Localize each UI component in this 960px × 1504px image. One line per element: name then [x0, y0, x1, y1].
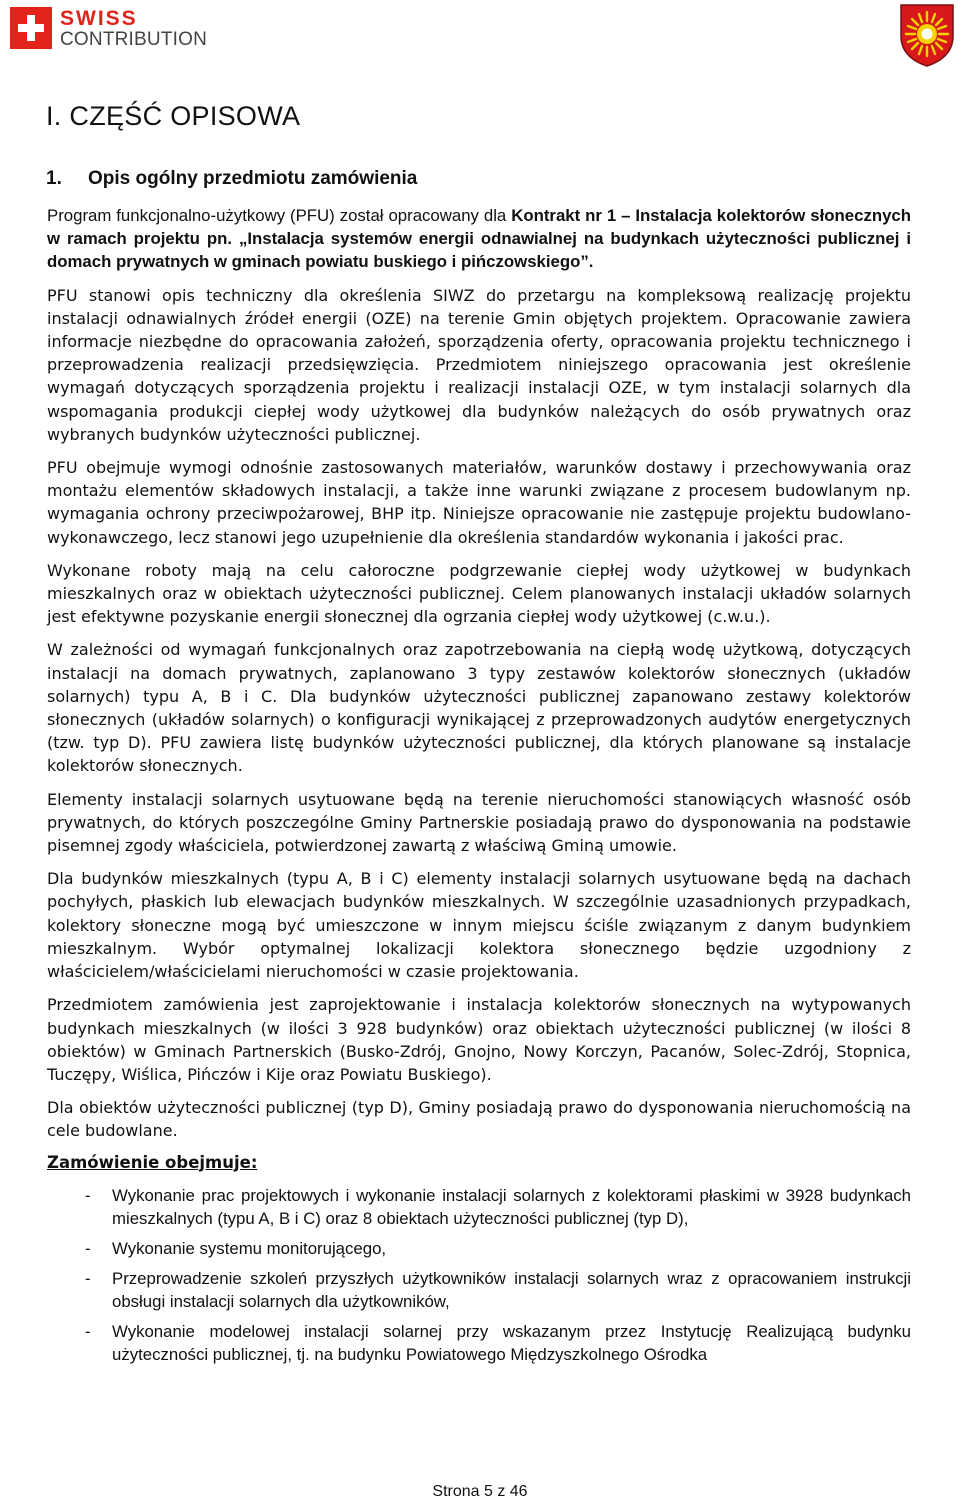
list-item-text: Wykonanie systemu monitorującego,: [112, 1238, 387, 1258]
scope-heading: Zamówienie obejmuje:: [47, 1152, 258, 1172]
list-item: [47, 1237, 911, 1260]
list-item: [47, 1184, 911, 1230]
section-title: I. CZĘŚĆ OPISOWA: [46, 101, 301, 131]
paragraph: Dla budynków mieszkalnych (typu A, B i C) elementy instalacji solarnych usytuowane będą na dachach pochyłych, płaskich lub elewacjach budynków mieszkalnych. W szczególnie uzasadnionych przypadkach, kolektory słoneczne mogą być umieszczone w innym miejscu ściśle związanym z danym budynkiem mieszkalnym. Wybór optymalnej lokalizacji kolektora słonecznego będzie uzgodniony z właścicielem/właścicielami nieruchomości w czasie projektowania.: [47, 869, 911, 982]
logo-contribution-text: CONTRIBUTION: [60, 29, 208, 50]
intro-text: Program funkcjonalno-użytkowy (PFU) został opracowany dla: [47, 206, 512, 225]
paragraph: Przedmiotem zamówienia jest zaprojektowanie i instalacja kolektorów słonecznych na wytypowanych budynkach mieszkalnych (w ilości 3 928 budynków) oraz obiektach użyteczności publicznej (w ilości 8 obiektów) w Gminach Partnerskich (Busko-Zdrój, Gnojno, Nowy Korczyn, Pacanów, Solec-Zdrój, Stopnica, Tuczępy, Wiślica, Pińczów i Kije oraz Powiatu Buskiego).: [47, 995, 911, 1084]
logo-swiss-text: SWISS: [60, 7, 138, 30]
page-number: Strona 5 z 46: [432, 1483, 528, 1500]
intro-contract-title: Kontrakt nr 1 – Instalacja kolektorów słonecznych w ramach projektu pn. „Instalacja systemów energii odnawialnej na budynkach użyteczności publicznej i domach prywatnych w gminach powiatu buskiego i pińczowskiego”.: [47, 206, 911, 272]
subsection-number: 1.: [46, 168, 62, 189]
swiss-contribution-logo: [10, 7, 207, 49]
list-marker: -: [85, 1268, 91, 1288]
paragraph: Elementy instalacji solarnych usytuowane będą na terenie nieruchomości stanowiących własność osób prywatnych, do których poszczególne Gminy Partnerskie posiadają prawo do dysponowania na podstawie pisemnej zgody właściciela, potwierdzonej zawartą z właściwą Gminą umowie.: [47, 789, 911, 856]
paragraph: Wykonane roboty mają na celu całoroczne podgrzewanie ciepłej wody użytkowej w budynkach mieszkalnych oraz w obiektach użyteczności publicznej. Celem planowanych instalacji układów solarnych jest efektywne pozyskanie energii słonecznej dla ogrzania ciepłej wody użytkowej (c.w.u.).: [47, 560, 911, 627]
list-item: [47, 1267, 911, 1313]
list-marker: -: [85, 1321, 91, 1341]
coat-of-arms-icon: [898, 2, 956, 68]
paragraph: W zależności od wymagań funkcjonalnych oraz zapotrzebowania na ciepłą wodę użytkową, dotyczących instalacji na domach prywatnych, zaplanowano 3 typy zestawów kolektorów słonecznych (układów solarnych) typu A, B i C. Dla budynków użyteczności publicznej zapanowano zestawy kolektorów słonecznych (układów solarnych) o konfiguracji wynikającej z przeprowadzonych audytów energetycznych (tzw. typ D). PFU zawiera listę budynków użyteczności publicznej, dla których planowane są instalacje kolektorów słonecznych.: [47, 640, 911, 776]
list-item-text: Wykonanie modelowej instalacji solarnej przy wskazanym przez Instytucję Realizującą budynku użyteczności publicznej, tj. na budynku Powiatowego Międzyszkolnego Ośrodka: [112, 1321, 911, 1364]
swiss-cross-icon: [10, 7, 52, 49]
paragraph: PFU obejmuje wymogi odnośnie zastosowanych materiałów, warunków dostawy i przechowywania oraz montażu elementów składowych instalacji, a także inne warunki związane z procesem budowlanym np. wymagania ochrony przeciwpożarowej, BHP itp. Niniejsze opracowanie nie zastępuje projektu budowlano-wykonawczego, lecz stanowi jego uzupełnienie dla określenia standardów wykonania i jakości prac.: [47, 458, 911, 547]
subsection-heading: [46, 168, 417, 190]
list-item-text: Wykonanie prac projektowych i wykonanie instalacji solarnych z kolektorami płaskimi w 3928 budynkach mieszkalnych (typu A, B i C) oraz 8 obiektach użyteczności publicznej (typ D),: [112, 1185, 911, 1228]
paragraph: Dla obiektów użyteczności publicznej (typ D), Gminy posiadają prawo do dysponowania nieruchomością na cele budowlane.: [47, 1098, 911, 1141]
list-marker: -: [85, 1185, 91, 1205]
list-item-text: Przeprowadzenie szkoleń przyszłych użytkowników instalacji solarnych wraz z opracowaniem instrukcji obsługi instalacji solarnych dla użytkowników,: [112, 1268, 911, 1311]
intro-paragraph: [47, 204, 911, 274]
scope-list: [47, 1184, 911, 1366]
document-body: [47, 204, 911, 1373]
list-item: [47, 1320, 911, 1366]
list-marker: -: [85, 1238, 91, 1258]
paragraph: PFU stanowi opis techniczny dla określenia SIWZ do przetargu na kompleksową realizację projektu instalacji odnawialnych źródeł energii (OZE) na terenie Gmin objętych projektem. Opracowanie zawiera informacje niezbędne do opracowania założeń, sporządzenia oferty, opracowania projektu technicznego i przeprowadzenia realizacji przedsięwzięcia. Przedmiotem niniejszego opracowania jest określenie wymagań dotyczących sporządzenia projektu i realizacji instalacji OZE, w tym instalacji solarnych dla wspomagania produkcji ciepłej wody użytkowej dla budynków należących do osób prywatnych oraz wybranych budynków użyteczności publicznej.: [47, 285, 911, 444]
subsection-title: Opis ogólny przedmiotu zamówienia: [88, 168, 418, 189]
